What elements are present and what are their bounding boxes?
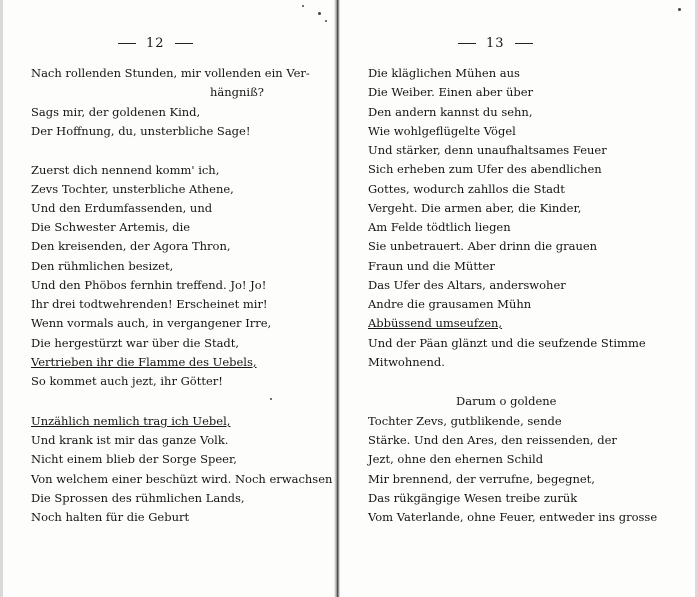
verse-line: Wie wohlgeflügelte Vögel [368,124,516,138]
scan-speck [270,398,272,400]
right-page-header [458,36,533,51]
verse-line: Und den Phöbos fernhin treffend. Jo! Jo! [31,278,267,292]
verse-line: Vergeht. Die armen aber, die Kinder, [368,201,582,215]
verse-line: Und den Erdumfassenden, und [31,201,213,215]
verse-line: Das Ufer des Altars, anderswoher [368,278,566,292]
verse-line: Tochter Zevs, gutblikende, sende [368,414,562,428]
verse-line: Andre die grausamen Mühn [368,297,532,311]
verse-line: Die Weiber. Einen aber über [368,85,534,99]
verse-line: Die kläglichen Mühen aus [368,66,520,80]
verse-line: Vertrieben ihr die Flamme des Uebels, [31,355,257,369]
verse-line: Jezt, ohne den ehernen Schild [368,452,544,466]
scan-speck [318,12,321,15]
verse-line: Das rükgängige Wesen treibe zurük [368,491,578,505]
verse-line: Sie unbetrauert. Aber drinn die grauen [368,239,598,253]
right-page [340,0,698,597]
verse-line: Die Sprossen des rühmlichen Lands, [31,491,245,505]
verse-line: Sags mir, der goldenen Kind, [31,105,201,119]
header-dash [118,43,136,44]
verse-line: Und stärker, denn unaufhaltsames Feuer [368,143,607,157]
verse-line: Vom Vaterlande, ohne Feuer, entweder ins grosse [368,510,658,524]
header-dash [458,43,476,44]
verse-line: Nicht einem blieb der Sorge Speer, [31,452,237,466]
scan-speck [302,5,304,7]
verse-line: Unzählich nemlich trag ich Uebel, [31,414,231,428]
verse-line: Sich erheben zum Ufer des abendlichen [368,162,602,176]
verse-line: Fraun und die Mütter [368,259,495,273]
verse-line: Ihr drei todtwehrenden! Erscheinet mir! [31,297,268,311]
page-number: 13 [486,36,505,51]
scan-speck [325,20,327,22]
left-page [0,0,334,597]
verse-line: Mitwohnend. [368,355,445,369]
verse-line: Den andern kannst du sehn, [368,105,533,119]
verse-line: Wenn vormals auch, in vergangener Irre, [31,316,272,330]
verse-line: Von welchem einer beschüzt wird. Noch erwachsen [31,472,333,486]
verse-line: Die Schwester Artemis, die [31,220,191,234]
verse-line: Stärke. Und den Ares, den reissenden, der [368,433,617,447]
verse-line: Und der Päan glänzt und die seufzende Stimme [368,336,646,350]
scan-speck [678,8,681,11]
verse-line: Abbüssend umseufzen, [368,316,503,330]
header-dash [515,43,533,44]
verse-line: Darum o goldene [456,394,557,408]
verse-line: Zevs Tochter, unsterbliche Athene, [31,182,234,196]
verse-line: Zuerst dich nennend komm' ich, [31,163,220,177]
verse-line: Und krank ist mir das ganze Volk. [31,433,229,447]
verse-line: Nach rollenden Stunden, mir vollenden ein Ver- [31,66,310,80]
verse-line: hängniß? [210,85,264,99]
verse-line: Den kreisenden, der Agora Thron, [31,239,231,253]
verse-line: Am Felde tödtlich liegen [368,220,511,234]
header-dash [175,43,193,44]
verse-line: Gottes, wodurch zahllos die Stadt [368,182,565,196]
verse-line: Die hergestürzt war über die Stadt, [31,336,240,350]
verse-line: Der Hoffnung, du, unsterbliche Sage! [31,124,251,138]
verse-line: So kommet auch jezt, ihr Götter! [31,374,223,388]
left-page-header [118,36,193,51]
verse-line: Den rühmlichen besizet, [31,259,174,273]
verse-line: Mir brennend, der verrufne, begegnet, [368,472,595,486]
page-number: 12 [146,36,165,51]
verse-line: Noch halten für die Geburt [31,510,190,524]
